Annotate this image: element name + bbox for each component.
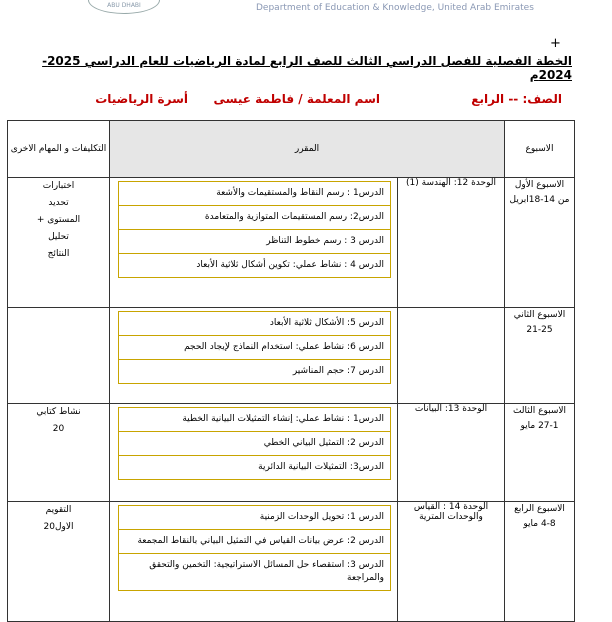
unit-cell: الوحدة 14 : القياس والوحدات المترية [398, 502, 505, 622]
week-cell: الاسبوع الرابع 4-8 مايو [505, 502, 575, 622]
header-logo [0, 0, 612, 20]
lesson-item: الدرس 2: التمثيل البياني الخطي [119, 432, 390, 456]
lesson-item: الدرس 5: الأشكال ثلاثية الأبعاد [119, 312, 390, 336]
lessons-box [118, 181, 391, 278]
plus-icon: + [550, 36, 561, 51]
lessons-box [118, 311, 391, 384]
lessons-cell [110, 178, 398, 308]
lessons-cell [110, 308, 398, 404]
lesson-item: الدرس 1: تحويل الوحدات الزمنية [119, 506, 390, 530]
grade-label: الصف: -- الرابع [471, 92, 562, 106]
lesson-item: الدرس 4 : نشاط عملي: تكوين أشكال ثلاثية الأبعاد [196, 260, 384, 271]
table-row [8, 178, 575, 308]
tasks-cell [8, 308, 110, 404]
header-plan: المقرر [110, 121, 505, 178]
lesson-item: الدرس 3 : رسم خطوط التناظر [119, 230, 390, 254]
lesson-item: الدرس1 : رسم النقاط والمستقيمات والأشعة [119, 182, 390, 206]
logo-text: ABU DHABI [107, 2, 141, 9]
week-cell: الاسبوع الأول من 14-18ابريل [505, 178, 575, 308]
tasks-cell: التقويم الاول20 [8, 502, 110, 622]
lesson-item: الدرس2: رسم المستقيمات المتوازية والمتعامدة [119, 206, 390, 230]
family-label: أسرة الرياضيات [95, 92, 188, 106]
unit-cell: الوحدة 13: البيانات [398, 404, 505, 502]
lesson-item: الدرس1 : نشاط عملي: إنشاء التمثيلات البيانية الخطية [119, 408, 390, 432]
table-row [8, 308, 575, 404]
tasks-cell: نشاط كتابي 20 [8, 404, 110, 502]
lesson-item: الدرس 6: نشاط عملي: استخدام النماذج لإيجاد الحجم [119, 336, 390, 360]
header-tasks: التكليفات و المهام الاخرى [8, 121, 110, 178]
lessons-cell [110, 502, 398, 622]
page-title: الخطة الفصلية للفصل الدراسي الثالث للصف الرابع لمادة الرياضيات للعام الدراسي 2025- 2024م [42, 54, 572, 82]
lessons-box [118, 505, 391, 591]
teacher-label: اسم المعلمة / فاطمة عيسى [213, 92, 380, 106]
lessons-cell [110, 404, 398, 502]
lesson-item: الدرس 2: عرض بيانات القياس في التمثيل البياني بالنقاط المجمعة [119, 530, 390, 554]
lesson-item: الدرس 7: حجم المناشير [292, 366, 384, 377]
table-row [8, 404, 575, 502]
plan-table [7, 120, 575, 622]
unit-cell: الوحدة 12: الهندسة (1) [398, 178, 505, 308]
table-row [8, 502, 575, 622]
week-cell: الاسبوع الثالث 27-1 مايو [505, 404, 575, 502]
lessons-box [118, 407, 391, 480]
department-name: Department of Education & Knowledge, United Arab Emirates [256, 3, 534, 13]
week-cell: الاسبوع الثاني 21-25 [505, 308, 575, 404]
header-week: الاسبوع [505, 121, 575, 178]
lesson-item: الدرس3: التمثيلات البيانية الدائرية [258, 462, 384, 473]
tasks-cell: اختبارات تحديد المستوى + تحليل النتائج [8, 178, 110, 308]
unit-cell [398, 308, 505, 404]
lesson-item: الدرس 3: استقصاء حل المسائل الاستراتيجية: التخمين والتحقق والمراجعة [149, 560, 384, 584]
